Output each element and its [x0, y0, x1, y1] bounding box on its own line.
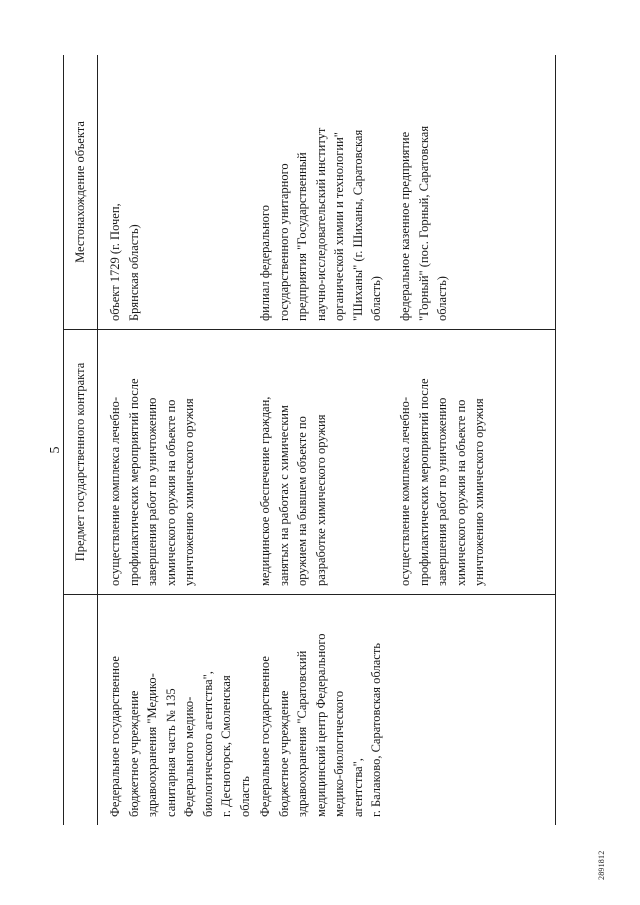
contracts-table: [63, 55, 556, 825]
object-location-cell: филиал федерального государственного унитарного предприятия "Государственный научно-исследовательский институт органической химии и технологии" "Шиханы" (г. Шиханы, Саратовская область): [248, 55, 388, 330]
object-location-cell: объект 1729 (г. Почеп, Брянская область): [98, 55, 248, 330]
table-header: [64, 55, 98, 825]
header-organization: [64, 595, 97, 825]
document-id: 2891812: [597, 850, 606, 880]
table-row: [98, 55, 252, 825]
header-contract-subject: Предмет государственного контракта: [64, 330, 97, 595]
organization-cell: Федеральное государственное бюджетное учреждение здравоохранения "Медико- санитарная часть № 135 Федерального медико- биологического агентства", г. Десногорск, Смоленская область: [108, 656, 252, 817]
organization-cell: [388, 595, 555, 825]
contract-subject-cell: медицинское обеспечение граждан, занятых на работах с химическим оружием на бывшем объекте по разработке химического оружия: [248, 330, 388, 595]
contract-subject-cell: осуществление комплекса лечебно- профилактических мероприятий после завершения работ по уничтожению химического оружия на объекте по уничтожению химического оружия: [98, 330, 248, 595]
header-object-location: Местонахождение объекта: [64, 55, 97, 330]
object-location-cell: федеральное казенное предприятие "Горный" (пос. Горный, Саратовская область): [388, 55, 555, 330]
organization-cell: Федеральное государственное бюджетное учреждение здравоохранения "Саратовский медицинский центр Федерального медико-биологического агентства", г. Балаково, Саратовская область: [258, 633, 383, 817]
table-row: [388, 55, 555, 825]
page-number: 5: [48, 446, 63, 454]
table-row: [248, 55, 388, 825]
contract-subject-cell: осуществление комплекса лечебно- профилактических мероприятий после завершения работ по уничтожению химического оружия на объекте по уничтожению химического оружия: [388, 330, 555, 595]
